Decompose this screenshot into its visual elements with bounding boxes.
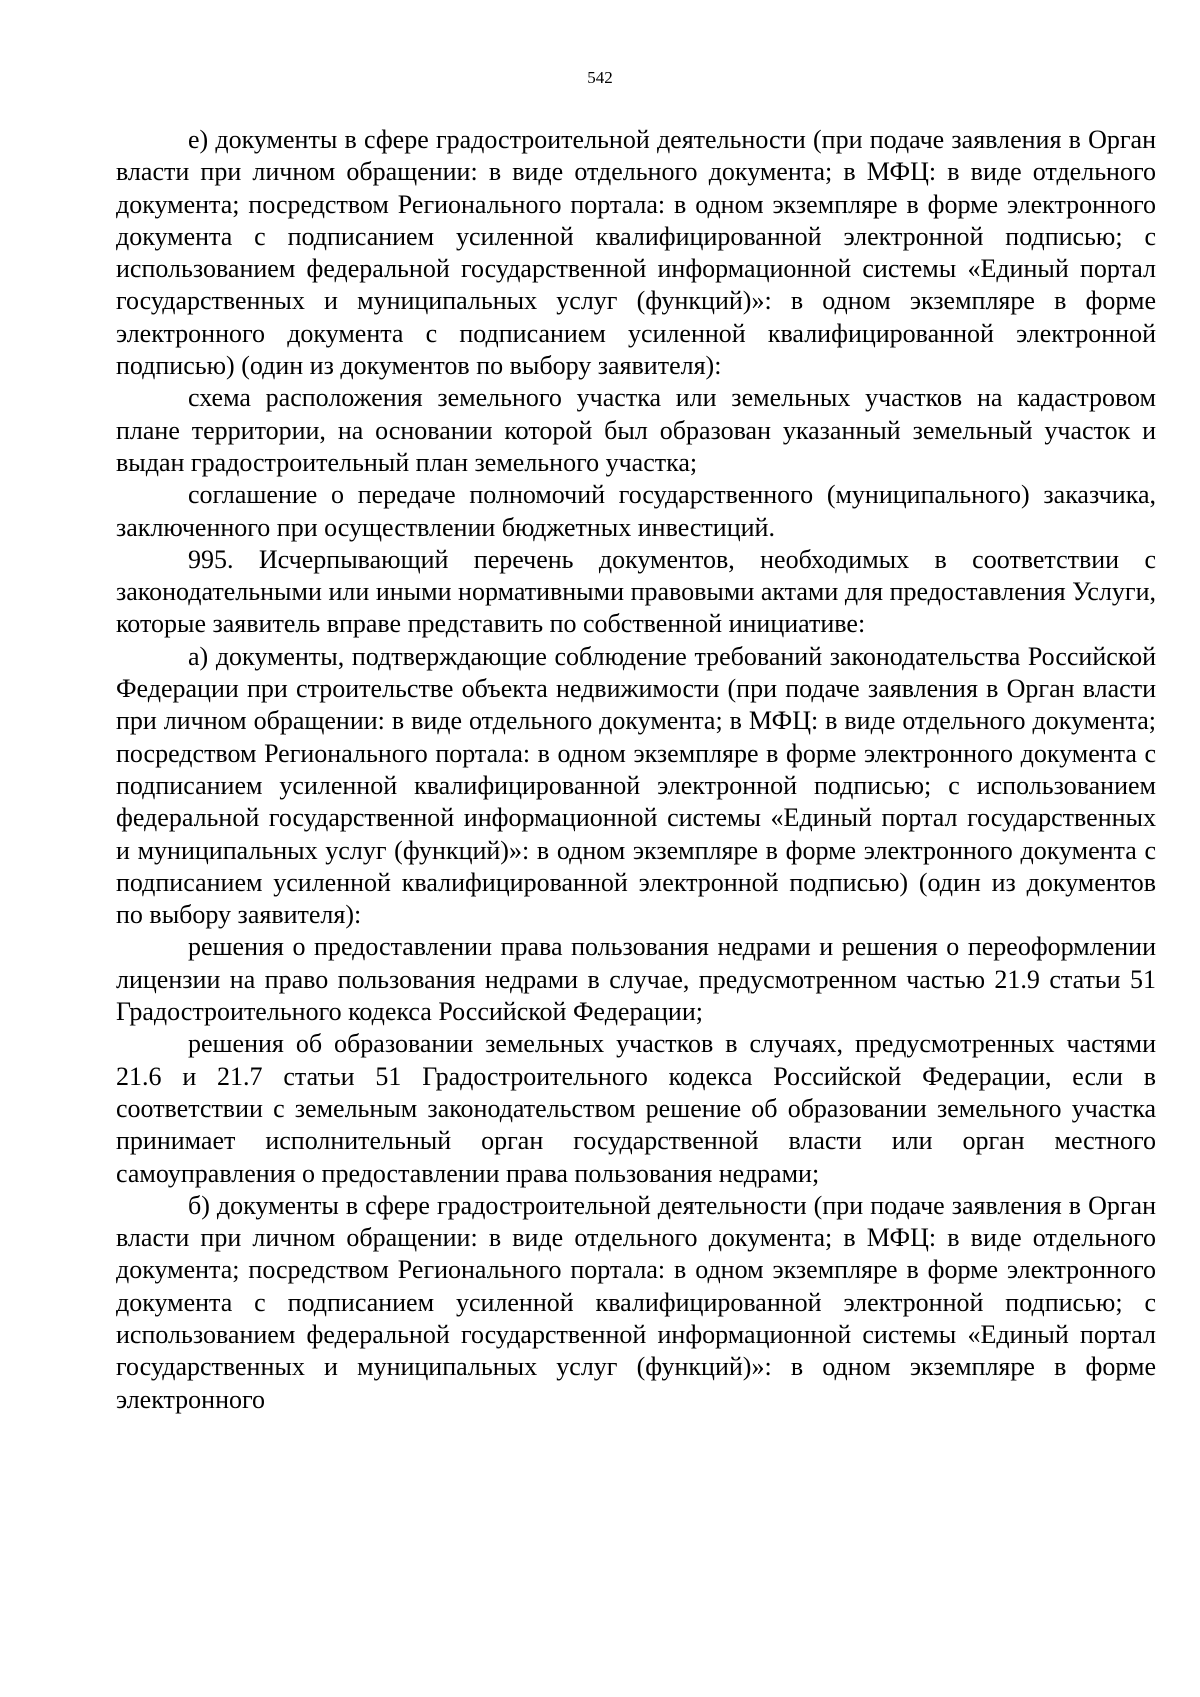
paragraph-land-formation: решения об образовании земельных участков в случаях, предусмотренных частями 21.6 и 21.7 статьи 51 Градостроительного кодекса Российской Федерации, если в соответствии с земельным законодательством решение об образовании земельного участка принимает исполнительный орган государственной власти или орган местного самоуправления о предоставлении права пользования недрами; xyxy=(116,1029,1156,1188)
paragraph-agreement: соглашение о передаче полномочий государственного (муниципального) заказчика, заключенного при осуществлении бюджетных инвестиций. xyxy=(116,480,1156,542)
paragraph-a-documents: а) документы, подтверждающие соблюдение требований законодательства Российской Федерации при строительстве объекта недвижимости (при подаче заявления в Орган власти при личном обращении: в виде отдельного документа; в МФЦ: в виде отдельного документа; посредством Регионального портала: в одном экземпляре в форме электронного документа с подписанием усиленной квалифицированной электронной подписью; с использованием федеральной государственной информационной системы «Единый портал государственных и муниципальных услуг (функций)»: в одном экземпляре в форме электронного документа с подписанием усиленной квалифицированной электронной подписью) (один из документов по выбору заявителя): xyxy=(116,641,1156,930)
paragraph-land-scheme: схема расположения земельного участка или земельных участков на кадастровом плане территории, на основании которой был образован указанный земельный участок и выдан градостроительный план земельного участка; xyxy=(116,383,1156,477)
paragraph-e-documents: е) документы в сфере градостроительной деятельности (при подаче заявления в Орган власти при личном обращении: в виде отдельного документа; в МФЦ: в виде отдельного документа; посредством Регионального портала: в одном экземпляре в форме электронного документа с подписанием усиленной квалифицированной электронной подписью; с использованием федеральной государственной информационной системы «Единый портал государственных и муниципальных услуг (функций)»: в одном экземпляре в форме электронного документа с подписанием усиленной квалифицированной электронной подписью) (один из документов по выбору заявителя): xyxy=(116,125,1156,381)
page-number: 542 xyxy=(587,68,613,87)
document-body xyxy=(116,124,1156,1416)
paragraph-b-documents: б) документы в сфере градостроительной деятельности (при подаче заявления в Орган власти при личном обращении: в виде отдельного документа; в МФЦ: в виде отдельного документа; посредством Регионального портала: в одном экземпляре в форме электронного документа с подписанием усиленной квалифицированной электронной подписью; с использованием федеральной государственной информационной системы «Единый портал государственных и муниципальных услуг (функций)»: в одном экземпляре в форме электронного xyxy=(116,1190,1156,1414)
paragraph-subsoil-decisions: решения о предоставлении права пользования недрами и решения о переоформлении лицензии на право пользования недрами в случае, предусмотренном частью 21.9 статьи 51 Градостроительного кодекса Российской Федерации; xyxy=(116,932,1156,1027)
paragraph-995-list: 995. Исчерпывающий перечень документов, необходимых в соответствии с законодательными или иными нормативными правовыми актами для предоставления Услуги, которые заявитель вправе представить по собственной инициативе: xyxy=(116,544,1156,639)
